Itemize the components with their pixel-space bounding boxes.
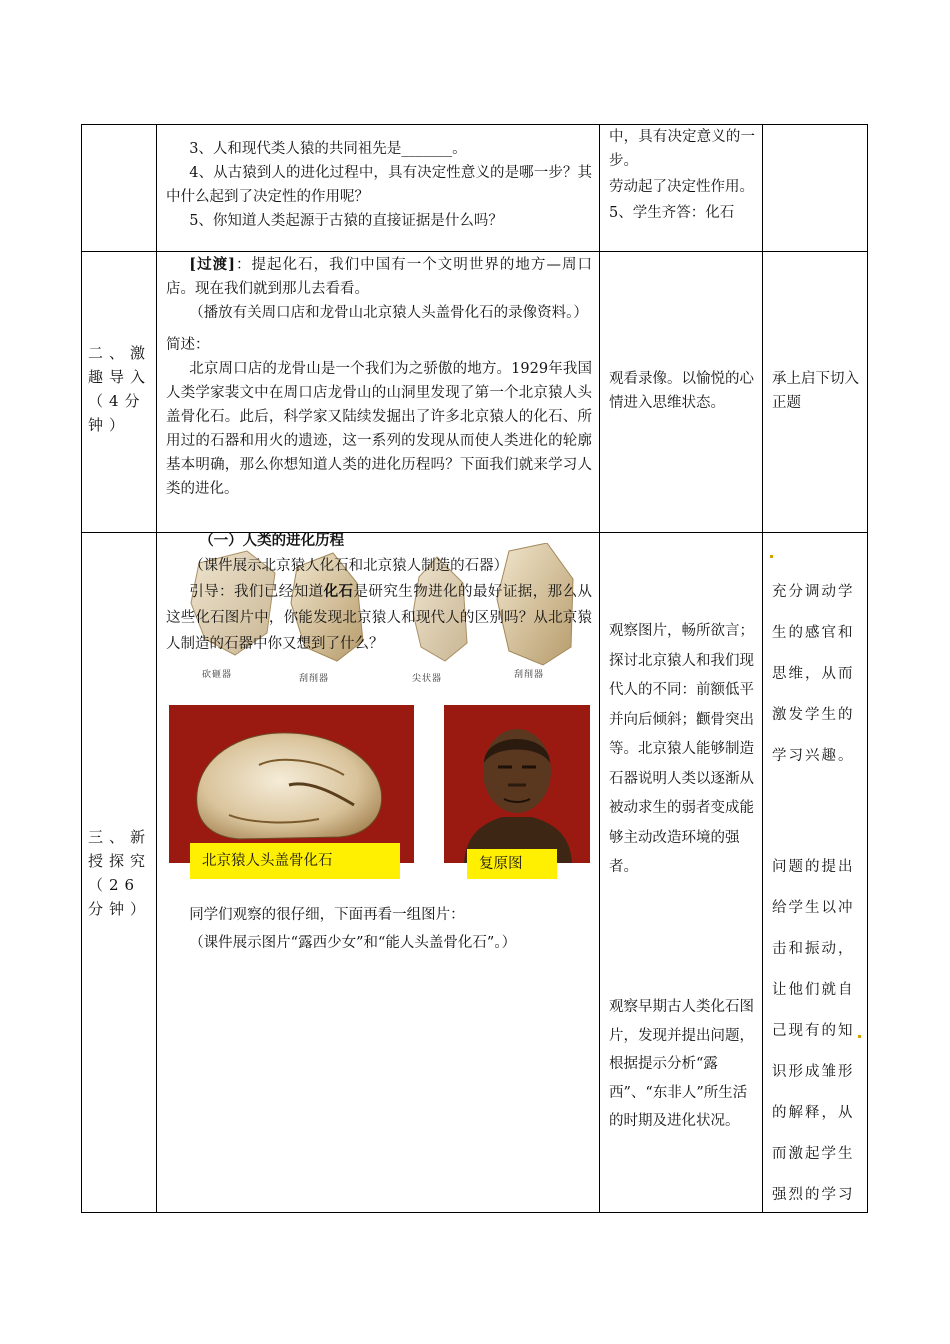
row3-content-top bbox=[166, 529, 592, 657]
section-heading: （一）人类的进化历程 bbox=[199, 532, 345, 549]
row3-student-2: 观察早期古人类化石图片，发现并提出问题，根据提示分析“露西”、“东非人”所生活的时期及进化状况。 bbox=[609, 999, 754, 1129]
transition-text: ：提起化石，我们中国有一个文明世界的地方—周口店。现在我们就到那儿去看看。 bbox=[166, 257, 592, 297]
student-answer: 5、学生齐答：化石 bbox=[609, 205, 735, 221]
skull-fossil-image bbox=[169, 705, 414, 863]
summary-text: 北京周口店的龙骨山是一个我们为之骄傲的地方。1929年我国人类学家裴文中在周口店龙骨山的山洞里发现了第一个北京猿人头盖骨化石。此后，科学家又陆续发掘出了许多北京猿人的化石、所用过的石器和用火的遗迹，这一系列的发现从而使人类进化的轮廓基本明确，那么你想知道人类的进化历程吗？下面我们就来学习人类的进化。 bbox=[166, 361, 592, 497]
column-divider bbox=[762, 125, 763, 1212]
tool-caption: 砍砸器 bbox=[202, 670, 233, 680]
tool-caption: 刮削器 bbox=[299, 674, 330, 684]
bust-caption: 复原图 bbox=[467, 849, 557, 879]
row-divider bbox=[82, 251, 867, 252]
row2-purpose: 承上启下切入正题 bbox=[772, 371, 859, 411]
column-divider bbox=[599, 125, 600, 1212]
skull-caption: 北京猿人头盖骨化石 bbox=[190, 843, 400, 879]
tool-caption: 尖状器 bbox=[412, 674, 443, 684]
tool-caption: 刮削器 bbox=[514, 670, 545, 680]
student-answer: 劳动起了决定性作用。 bbox=[609, 179, 754, 195]
column-divider bbox=[156, 125, 157, 1212]
transition-label: [过渡] bbox=[189, 256, 235, 273]
lesson-plan-table bbox=[81, 124, 868, 1213]
row2-student: 观看录像。以愉悦的心情进入思维状态。 bbox=[609, 371, 754, 411]
marker-dot bbox=[858, 1035, 861, 1038]
stage-label: 二、激趣导入（4分钟） bbox=[88, 344, 152, 434]
row3-content-bottom bbox=[166, 901, 592, 957]
reconstruction-bust-image bbox=[444, 705, 590, 863]
row1-student bbox=[609, 125, 755, 225]
row3-purpose-2: 问题的提出给学生以冲击和振动，让他们就自己现有的知识形成雏形的解释，从而激起学生强烈的学习 bbox=[772, 859, 855, 1203]
summary-label: 简述： bbox=[166, 337, 210, 353]
skull-photo bbox=[169, 705, 414, 863]
video-note: （播放有关周口店和龙骨山北京猿人头盖骨化石的录像资料。） bbox=[189, 305, 588, 321]
question-4: 4、从古猿到人的进化过程中，具有决定性意义的是哪一步？其中什么起到了决定性的作用呢？ bbox=[166, 165, 592, 205]
row2-content bbox=[166, 253, 592, 501]
guide-keyword: 化石 bbox=[323, 583, 354, 600]
question-3: 3、人和现代类人猿的共同祖先是_______。 bbox=[189, 141, 467, 157]
question-5: 5、你知道人类起源于古猿的直接证据是什么吗？ bbox=[189, 213, 503, 229]
row3-purpose-1: 充分调动学生的感官和思维，从而激发学生的学习兴趣。 bbox=[772, 584, 855, 764]
guide-text: 引导：我们已经知道化石是研究生物进化的最好证据，那么从这些化石图片中，你能发现北京猿人和现代人的区别吗？从北京猿人制造的石器中你又想到了什么？ bbox=[166, 583, 593, 652]
courseware-note: （课件展示北京猿人化石和北京猿人制造的石器） bbox=[189, 558, 509, 574]
row1-content bbox=[166, 137, 592, 233]
stage-label: 三、新授探究（26分钟） bbox=[88, 828, 152, 918]
observe-text: 同学们观察的很仔细，下面再看一组图片： bbox=[189, 907, 465, 923]
row3-student-1: 观察图片，畅所欲言；探讨北京猿人和我们现代人的不同：前额低平并向后倾斜；颧骨突出等。北京猿人能够制造石器说明人类以逐渐从被动求生的弱者变成能够主动改造环境的强者。 bbox=[609, 623, 754, 875]
marker-dot bbox=[770, 555, 773, 558]
bust-photo bbox=[444, 705, 590, 863]
courseware-note-2: （课件展示图片“露西少女”和“能人头盖骨化石”。） bbox=[189, 935, 517, 951]
student-answer: 中，具有决定意义的一步。 bbox=[609, 129, 755, 169]
